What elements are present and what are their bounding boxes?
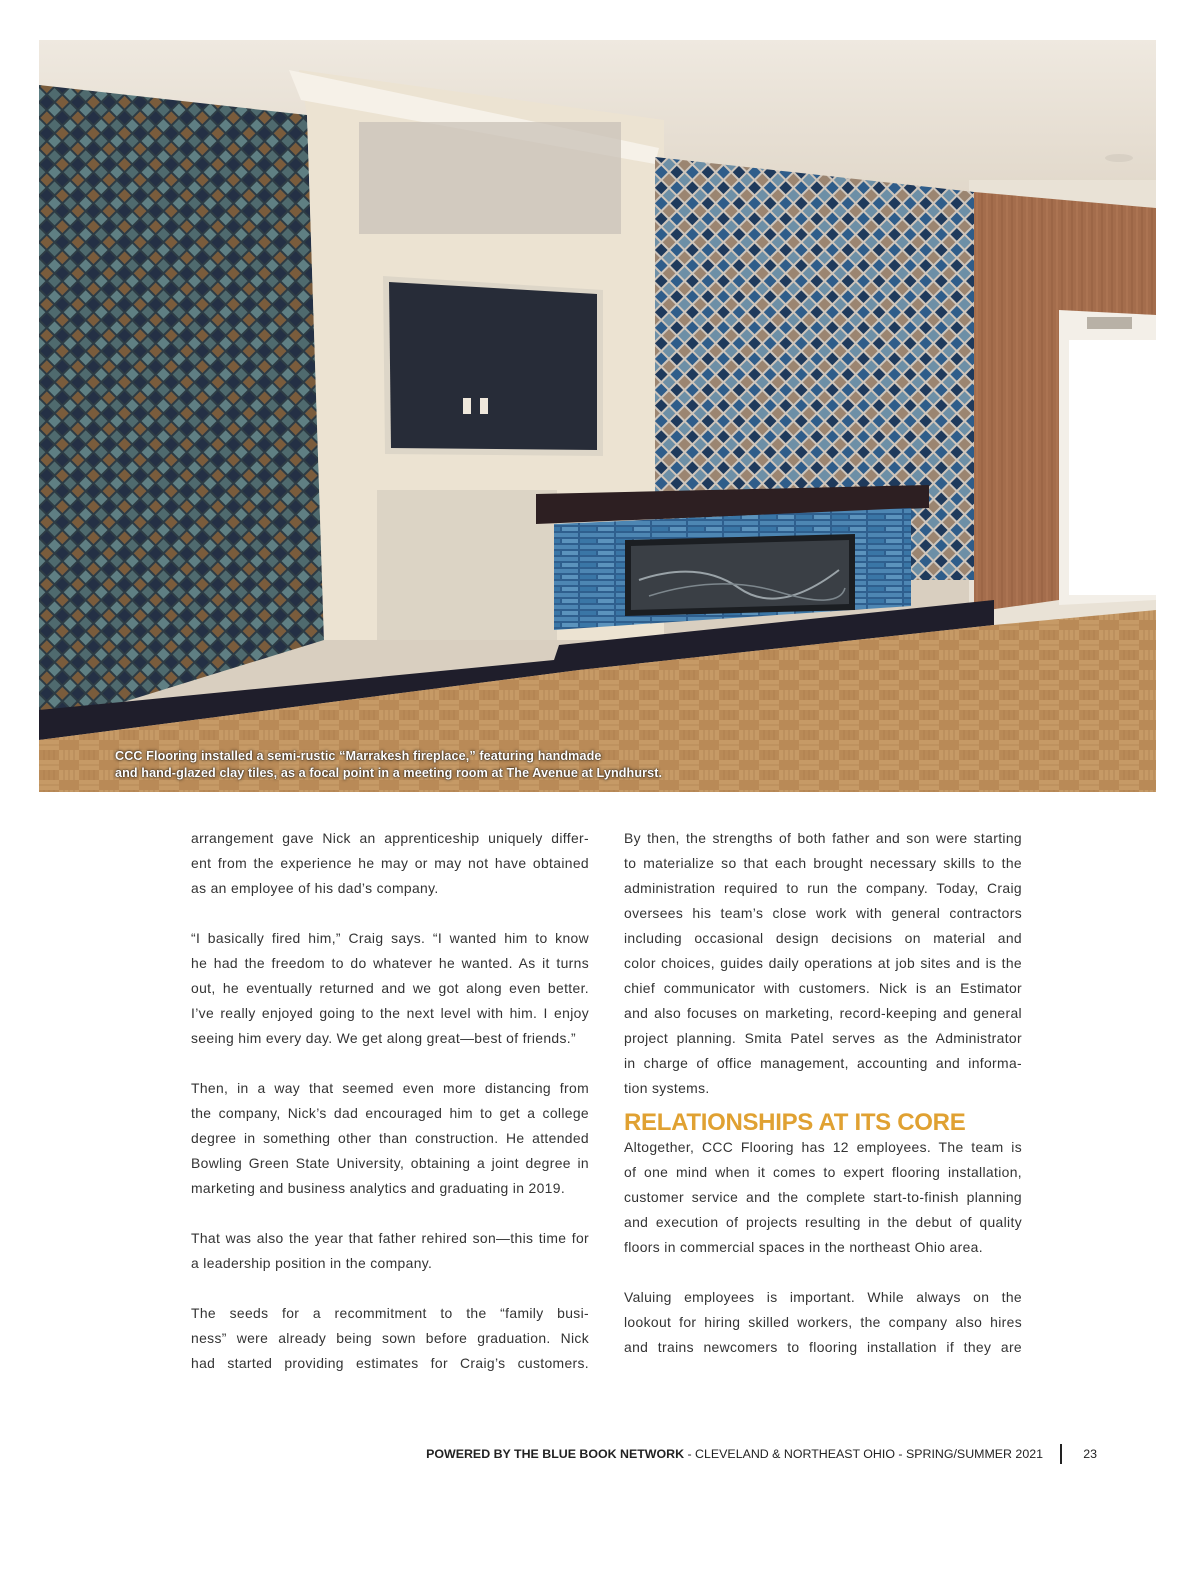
section-heading: RELATIONSHIPS AT ITS CORE [624,1109,966,1136]
paragraph-1 [191,826,589,901]
text-line: oversees his team’s close work with general contractors [624,905,1022,921]
footer-edition: - CLEVELAND & NORTHEAST OHIO - SPRING/SUMMER 2021 [684,1447,1043,1461]
text-line: and trains newcomers to flooring installation if they are [624,1339,1022,1355]
paragraph-2 [191,926,589,1051]
text-line: The seeds for a recommitment to the “family busi- [191,1305,589,1321]
page-number: 23 [1083,1447,1097,1461]
text-line: project planning. Smita Patel serves as the Administrator [624,1030,1022,1046]
text-line: arrangement gave Nick an apprenticeship uniquely differ- [191,830,589,846]
text-line: customer service and the complete start-to-finish planning [624,1189,1022,1205]
text-line: lookout for hiring skilled workers, the company also hires [624,1314,1022,1330]
text-line: ent from the experience he may or may not have obtained [191,855,589,871]
text-line: Altogether, CCC Flooring has 12 employees. The team is [624,1139,1022,1155]
text-line: including occasional design decisions on material and [624,930,1022,946]
text-line: chief communicator with customers. Nick is an Estimator [624,980,1022,996]
text-line: the company, Nick’s dad encouraged him to get a college [191,1105,589,1121]
paragraph-5 [191,1301,589,1376]
text-line: That was also the year that father rehired son—this time for [191,1230,589,1246]
text-line: seeing him every day. We get along great—best of friends.” [191,1030,576,1046]
paragraph-8 [624,1285,1022,1360]
text-line: Bowling Green State University, obtaining a joint degree in [191,1155,589,1171]
text-line: and execution of projects resulting in the debut of quality [624,1214,1022,1230]
text-line: out, he eventually returned and we got along even better. [191,980,589,996]
paragraph-6 [624,826,1022,1101]
footer-brand: POWERED BY THE BLUE BOOK NETWORK [426,1447,685,1461]
paragraph-4 [191,1226,589,1276]
right-column [624,826,1022,1360]
text-line: administration required to run the company. Today, Craig [624,880,1022,896]
paragraph-3 [191,1076,589,1201]
text-line: degree in something other than construction. He attended [191,1130,589,1146]
paragraph-7 [624,1135,1022,1260]
text-line: a leadership position in the company. [191,1255,433,1271]
text-line: Valuing employees is important. While always on the [624,1289,1022,1305]
photo-illustration [39,40,1156,792]
text-line: “I basically fired him,” Craig says. “I wanted him to know [191,930,589,946]
text-line: and also focuses on marketing, record-keeping and general [624,1005,1022,1021]
text-line: as an employee of his dad’s company. [191,880,439,896]
fireplace-photo [39,40,1156,792]
text-line: I’ve really enjoyed going to the next level with him. I enjoy [191,1005,589,1021]
footer-credit [426,1447,1043,1461]
text-line: marketing and business analytics and graduating in 2019. [191,1180,566,1196]
photo-caption [115,748,662,782]
text-line: had started providing estimates for Craig’s customers. [191,1355,589,1371]
text-line: color choices, guides daily operations at job sites and is the [624,955,1022,971]
text-line: in charge of office management, accounting and informa- [624,1055,1022,1071]
text-line: he had the freedom to do whatever he wanted. As it turns [191,955,589,971]
text-line: By then, the strengths of both father and son were starting [624,830,1022,846]
text-line: to materialize so that each brought necessary skills to the [624,855,1022,871]
left-column [191,826,589,1376]
footer-divider [1060,1444,1062,1464]
caption-line-2: and hand-glazed clay tiles, as a focal point in a meeting room at The Avenue at Lyndhurst. [115,766,663,780]
text-line: of one mind when it comes to expert flooring installation, [624,1164,1022,1180]
text-line: tion systems. [624,1080,710,1096]
caption-line-1: CCC Flooring installed a semi-rustic “Marrakesh fireplace,” featuring handmade [115,749,602,763]
text-line: Then, in a way that seemed even more distancing from [191,1080,589,1096]
text-line: floors in commercial spaces in the northeast Ohio area. [624,1239,983,1255]
text-line: ness” were already being sown before graduation. Nick [191,1330,589,1346]
page-footer [0,1446,1097,1466]
